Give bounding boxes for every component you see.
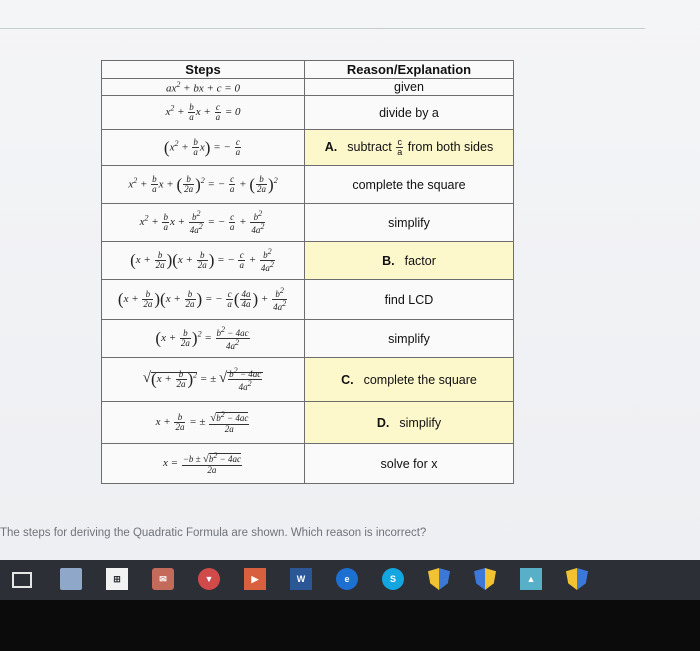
reason-text-7: find LCD (384, 292, 434, 307)
table-row (102, 358, 514, 402)
bookmark-app-icon[interactable]: ▶ (244, 568, 266, 590)
defender-icon-3[interactable] (566, 568, 588, 590)
fraction-denominator: a (397, 147, 403, 157)
table-header-row (102, 61, 514, 79)
taskbar (0, 560, 700, 600)
step-equation-6: (x + $\frac{b}{2a}$ )(x + $\frac{b}{2a}$ ) = − $\frac{c}{a}$ + $\frac{b^2}{4a^2}$ (102, 242, 305, 280)
reason-cell-b (305, 242, 514, 280)
step-equation-8: (x + $\frac{b}{2a}$ )$^2$ = $\frac{b^2 - 4ac}{4a^2}$ (102, 320, 305, 358)
option-label-a: A. (324, 139, 338, 154)
reason-cell-4 (305, 166, 514, 204)
step-equation-7: (x + $\frac{b}{2a}$ )(x + $\frac{b}{2a}$ ) = − $\frac{c}{a}$ ( $\frac{4a}{4a}$ ) + $\frac{b^2}{4a^2}$ (102, 280, 305, 320)
reason-cell-8 (305, 320, 514, 358)
reason-text-2: divide by a (379, 105, 439, 120)
reason-cell-c (305, 358, 514, 402)
reason-text-b: factor (404, 253, 436, 268)
reason-text-a-before: subtract (347, 139, 392, 154)
table-row (102, 130, 514, 166)
table-row (102, 204, 514, 242)
step-equation-4: $x^2$ + $\frac{b}{a}$ x + ( $\frac{b}{2a}$ )$^2$ = − $\frac{c}{a}$ + ( $\frac{b}{2a}$ )$^2$ (102, 166, 305, 204)
defender-icon-2[interactable] (474, 568, 496, 590)
reason-text-a-after: from both sides (407, 139, 494, 154)
task-view-icon[interactable] (12, 572, 32, 588)
table-row (102, 96, 514, 130)
derivation-table (101, 60, 514, 484)
table-row (102, 242, 514, 280)
option-label-b: B. (382, 253, 395, 268)
reason-cell-2 (305, 96, 514, 130)
photos-icon[interactable]: ▲ (520, 568, 542, 590)
step-equation-1: $ax^2$ + bx + c = 0 (102, 79, 305, 96)
table-row (102, 280, 514, 320)
step-equation-10: x + $\frac{b}{2a}$ = ± $\frac{√b^2 - 4ac}{2a}$ (102, 402, 305, 444)
edge-icon[interactable]: e (336, 568, 358, 590)
reason-text-c: complete the square (363, 372, 477, 387)
steps-header: Steps (102, 61, 305, 79)
reason-cell-1 (305, 79, 514, 96)
step-equation-2: $x^2$ + $\frac{b}{a}$ x + $\frac{c}{a}$ = 0 (102, 96, 305, 130)
step-equation-5: $x^2$ + $\frac{b}{a}$ x + $\frac{b^2}{4a^2}$ = − $\frac{c}{a}$ + $\frac{b^2}{4a^2}$ (102, 204, 305, 242)
reason-cell-a (305, 130, 514, 166)
reason-header: Reason/Explanation (305, 61, 514, 79)
fraction-numerator: c (397, 137, 402, 147)
file-explorer-icon[interactable] (60, 568, 82, 590)
reason-cell-7 (305, 280, 514, 320)
reason-text-5: simplify (388, 215, 430, 230)
question-text: The steps for deriving the Quadratic Formula are shown. Which reason is incorrect? (0, 527, 427, 539)
step-equation-9: √(x + $\frac{b}{2a}$ )$^2$ = ± √ $\frac{b^2 - 4ac}{4a^2}$ (102, 358, 305, 402)
reason-text-d: simplify (399, 415, 442, 430)
table-row (102, 320, 514, 358)
reason-text-4: complete the square (352, 177, 466, 192)
table-row (102, 79, 514, 96)
reason-cell-11 (305, 444, 514, 484)
reason-text-1: given (394, 80, 424, 94)
option-label-d: D. (376, 415, 390, 430)
option-label-c: C. (341, 372, 354, 387)
reason-cell-5 (305, 204, 514, 242)
store-icon[interactable]: ⊞ (106, 568, 128, 590)
monitor-bezel (0, 600, 700, 651)
skype-icon[interactable]: S (382, 568, 404, 590)
word-icon[interactable]: W (290, 568, 312, 590)
step-equation-11: x = $\frac{-b \pm √b^2 - 4ac}{2a}$ (102, 444, 305, 484)
step-equation-3: ($x^2$ + $\frac{b}{a}$ x) = − $\frac{c}{a}$ (102, 130, 305, 166)
shield-app-icon[interactable]: ▼ (198, 568, 220, 590)
reason-text-8: simplify (388, 331, 430, 346)
defender-icon[interactable] (428, 568, 450, 590)
table-row (102, 402, 514, 444)
reason-text-11: solve for x (380, 456, 438, 471)
table-row (102, 166, 514, 204)
mail-icon[interactable]: ✉ (152, 568, 174, 590)
divider-line (0, 28, 645, 29)
reason-cell-d (305, 402, 514, 444)
reason-fraction-a (396, 138, 403, 157)
table-row (102, 444, 514, 484)
